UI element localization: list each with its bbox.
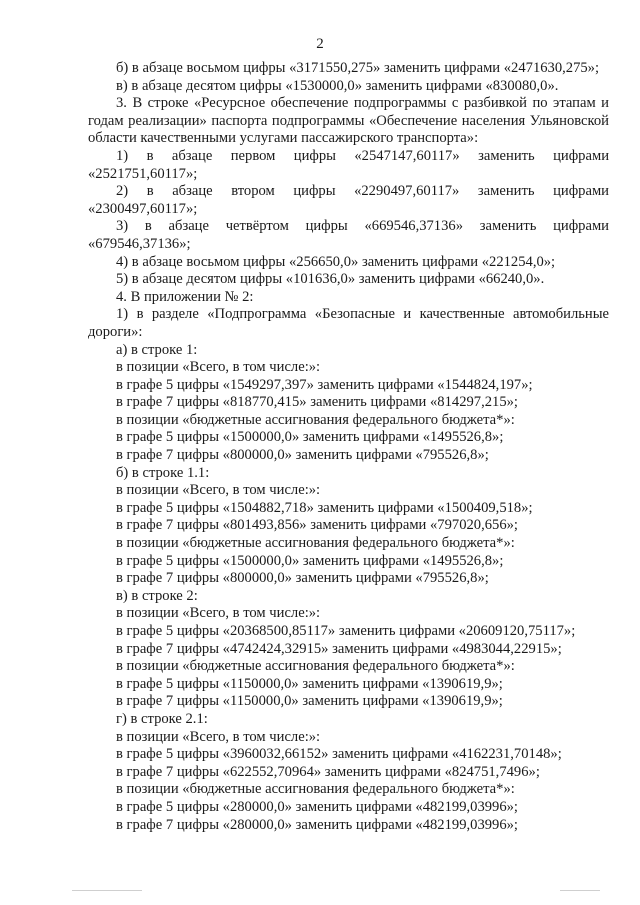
paragraph: в графе 7 цифры «1150000,0» заменить цифрами «1390619,9»; bbox=[116, 693, 503, 710]
paragraph: в) в абзаце десятом цифры «1530000,0» заменить цифрами «830080,0». bbox=[116, 77, 559, 94]
paragraph: в позиции «бюджетные ассигнования федерального бюджета*»: bbox=[116, 535, 515, 552]
paragraph: 1) в разделе «Подпрограмма «Безопасные и качественные автомобильные дороги»: bbox=[88, 306, 609, 340]
paragraph: в графе 5 цифры «1549297,397» заменить цифрами «1544824,197»; bbox=[116, 376, 533, 393]
paragraph: в позиции «бюджетные ассигнования федерального бюджета*»: bbox=[116, 658, 515, 675]
paragraph: 3. В строке «Ресурсное обеспечение подпрограммы с разбивкой по этапам и годам реализации» паспорта подпрограммы «Обеспечение населения Ульяновской области качественными услугами пассажирского транспорта»: bbox=[88, 95, 609, 147]
paragraph: в графе 5 цифры «1504882,718» заменить цифрами «1500409,518»; bbox=[116, 499, 533, 516]
paragraph: в позиции «Всего, в том числе:»: bbox=[116, 482, 321, 499]
paragraph: 1) в абзаце первом цифры «2547147,60117» заменить цифрами «2521751,60117»; bbox=[88, 147, 609, 182]
paragraph: 5) в абзаце десятом цифры «101636,0» заменить цифрами «66240,0». bbox=[116, 271, 545, 288]
paragraph: в графе 7 цифры «280000,0» заменить цифрами «482199,03996»; bbox=[116, 816, 518, 833]
scan-artifact bbox=[0, 890, 640, 894]
document-body bbox=[88, 60, 609, 834]
paragraph: б) в абзаце восьмом цифры «3171550,275» заменить цифрами «2471630,275»; bbox=[116, 60, 600, 76]
paragraph: в графе 7 цифры «818770,415» заменить цифрами «814297,215»; bbox=[116, 394, 518, 411]
page-number: 2 bbox=[316, 36, 324, 52]
paragraph: в позиции «Всего, в том числе:»: bbox=[116, 728, 321, 745]
paragraph: в графе 7 цифры «801493,856» заменить цифрами «797020,656»; bbox=[116, 517, 518, 534]
paragraph: в графе 7 цифры «800000,0» заменить цифрами «795526,8»; bbox=[116, 570, 489, 587]
paragraph: в позиции «бюджетные ассигнования федерального бюджета*»: bbox=[116, 781, 515, 798]
paragraph: 4. В приложении № 2: bbox=[116, 288, 254, 305]
paragraph: в графе 7 цифры «800000,0» заменить цифрами «795526,8»; bbox=[116, 447, 489, 464]
paragraph: в графе 7 цифры «622552,70964» заменить цифрами «824751,7496»; bbox=[116, 763, 540, 780]
paragraph: б) в строке 1.1: bbox=[116, 464, 210, 481]
paragraph: в позиции «Всего, в том числе:»: bbox=[116, 605, 321, 622]
paragraph: г) в строке 2.1: bbox=[116, 710, 208, 727]
paragraph: 3) в абзаце четвёртом цифры «669546,37136» заменить цифрами «679546,37136»; bbox=[88, 218, 609, 252]
paragraph: 4) в абзаце восьмом цифры «256650,0» заменить цифрами «221254,0»; bbox=[116, 253, 556, 270]
paragraph: в графе 5 цифры «3960032,66152» заменить цифрами «4162231,70148»; bbox=[116, 746, 562, 763]
paragraph: в графе 5 цифры «280000,0» заменить цифрами «482199,03996»; bbox=[116, 798, 518, 815]
paragraph: в графе 7 цифры «4742424,32915» заменить цифрами «4983044,22915»; bbox=[116, 640, 562, 657]
paragraph: в графе 5 цифры «20368500,85117» заменить цифрами «20609120,75117»; bbox=[116, 623, 576, 639]
paragraph: в) в строке 2: bbox=[116, 587, 198, 604]
paragraph: 2) в абзаце втором цифры «2290497,60117» заменить цифрами «2300497,60117»; bbox=[88, 183, 609, 217]
paragraph: в графе 5 цифры «1500000,0» заменить цифрами «1495526,8»; bbox=[116, 429, 504, 446]
paragraph: а) в строке 1: bbox=[116, 341, 198, 358]
paragraph: в графе 5 цифры «1150000,0» заменить цифрами «1390619,9»; bbox=[116, 675, 503, 692]
paragraph: в позиции «бюджетные ассигнования федерального бюджета*»: bbox=[116, 411, 515, 428]
paragraph: в позиции «Всего, в том числе:»: bbox=[116, 359, 321, 376]
paragraph: в графе 5 цифры «1500000,0» заменить цифрами «1495526,8»; bbox=[116, 552, 504, 569]
